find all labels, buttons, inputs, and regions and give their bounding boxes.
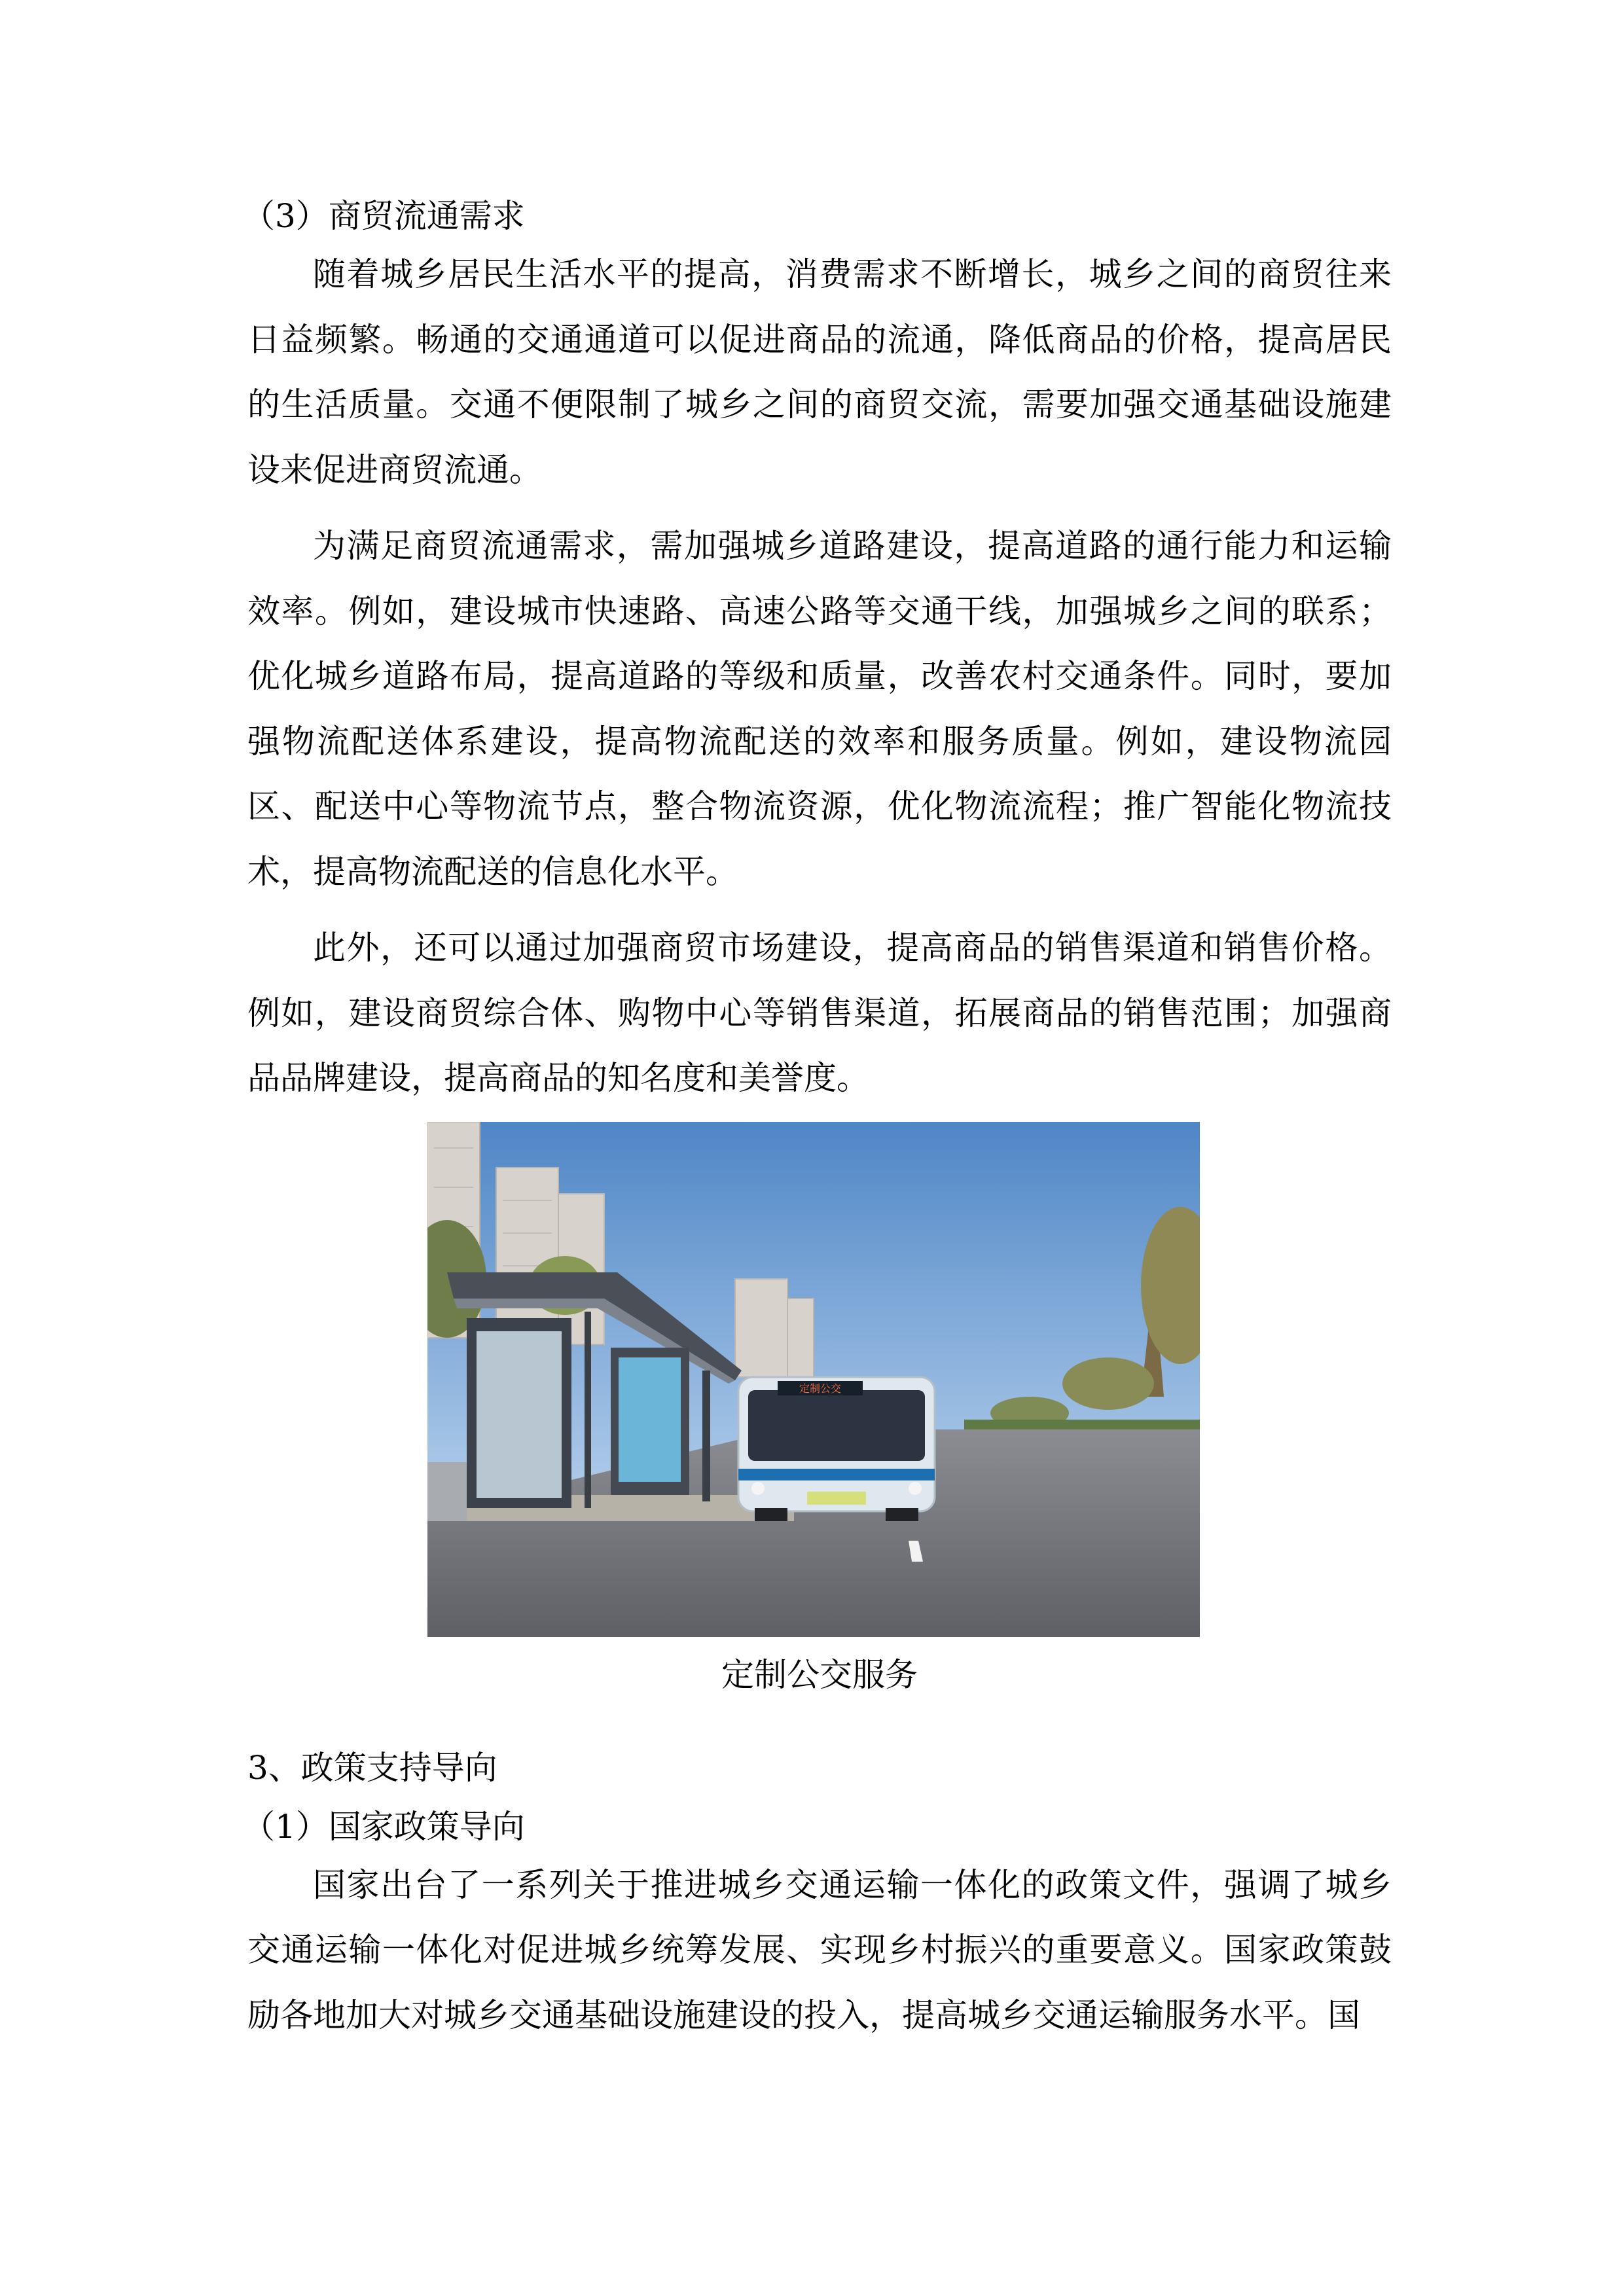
bus-stop-photo <box>427 1122 1200 1637</box>
bus-destination-sign: 定制公交 <box>799 1382 842 1395</box>
paragraph: 此外，还可以通过加强商贸市场建设，提高商品的销售渠道和销售价格。例如，建设商贸综合体、购物中心等销售渠道，拓展商品的销售范围；加强商品品牌建设，提高商品的知名度和美誉度。 <box>247 929 1392 1097</box>
paragraph: 为满足商贸流通需求，需加强城乡道路建设，提高道路的通行能力和运输效率。例如，建设城市快速路、高速公路等交通干线，加强城乡之间的联系；优化城乡道路布局，提高道路的等级和质量，改善农村交通条件。同时，要加强物流配送体系建设，提高物流配送的效率和服务质量。例如，建设物流园区、配送中心等物流节点，整合物流资源，优化物流流程；推广智能化物流技术，提高物流配送的信息化水平。 <box>247 527 1392 891</box>
bus <box>738 1377 935 1521</box>
figure <box>247 1122 1392 1708</box>
heading-3-1: （1）国家政策导向 <box>242 1807 525 1846</box>
heading-3: 3、政策支持导向 <box>247 1748 497 1787</box>
page-content <box>242 190 1392 2048</box>
figure-caption: 定制公交服务 <box>721 1655 918 1694</box>
paragraph: 随着城乡居民生活水平的提高，消费需求不断增长，城乡之间的商贸往来日益频繁。畅通的交通通道可以促进商品的流通，降低商品的价格，提高居民的生活质量。交通不便限制了城乡之间的商贸交流，需要加强交通基础设施建设来促进商贸流通。 <box>247 255 1392 489</box>
heading-3-3: （3）商贸流通需求 <box>242 197 525 235</box>
paragraph: 国家出台了一系列关于推进城乡交通运输一体化的政策文件，强调了城乡交通运输一体化对促进城乡统筹发展、实现乡村振兴的重要意义。国家政策鼓励各地加大对城乡交通基础设施建设的投入，提高城乡交通运输服务水平。国 <box>247 1865 1392 2034</box>
